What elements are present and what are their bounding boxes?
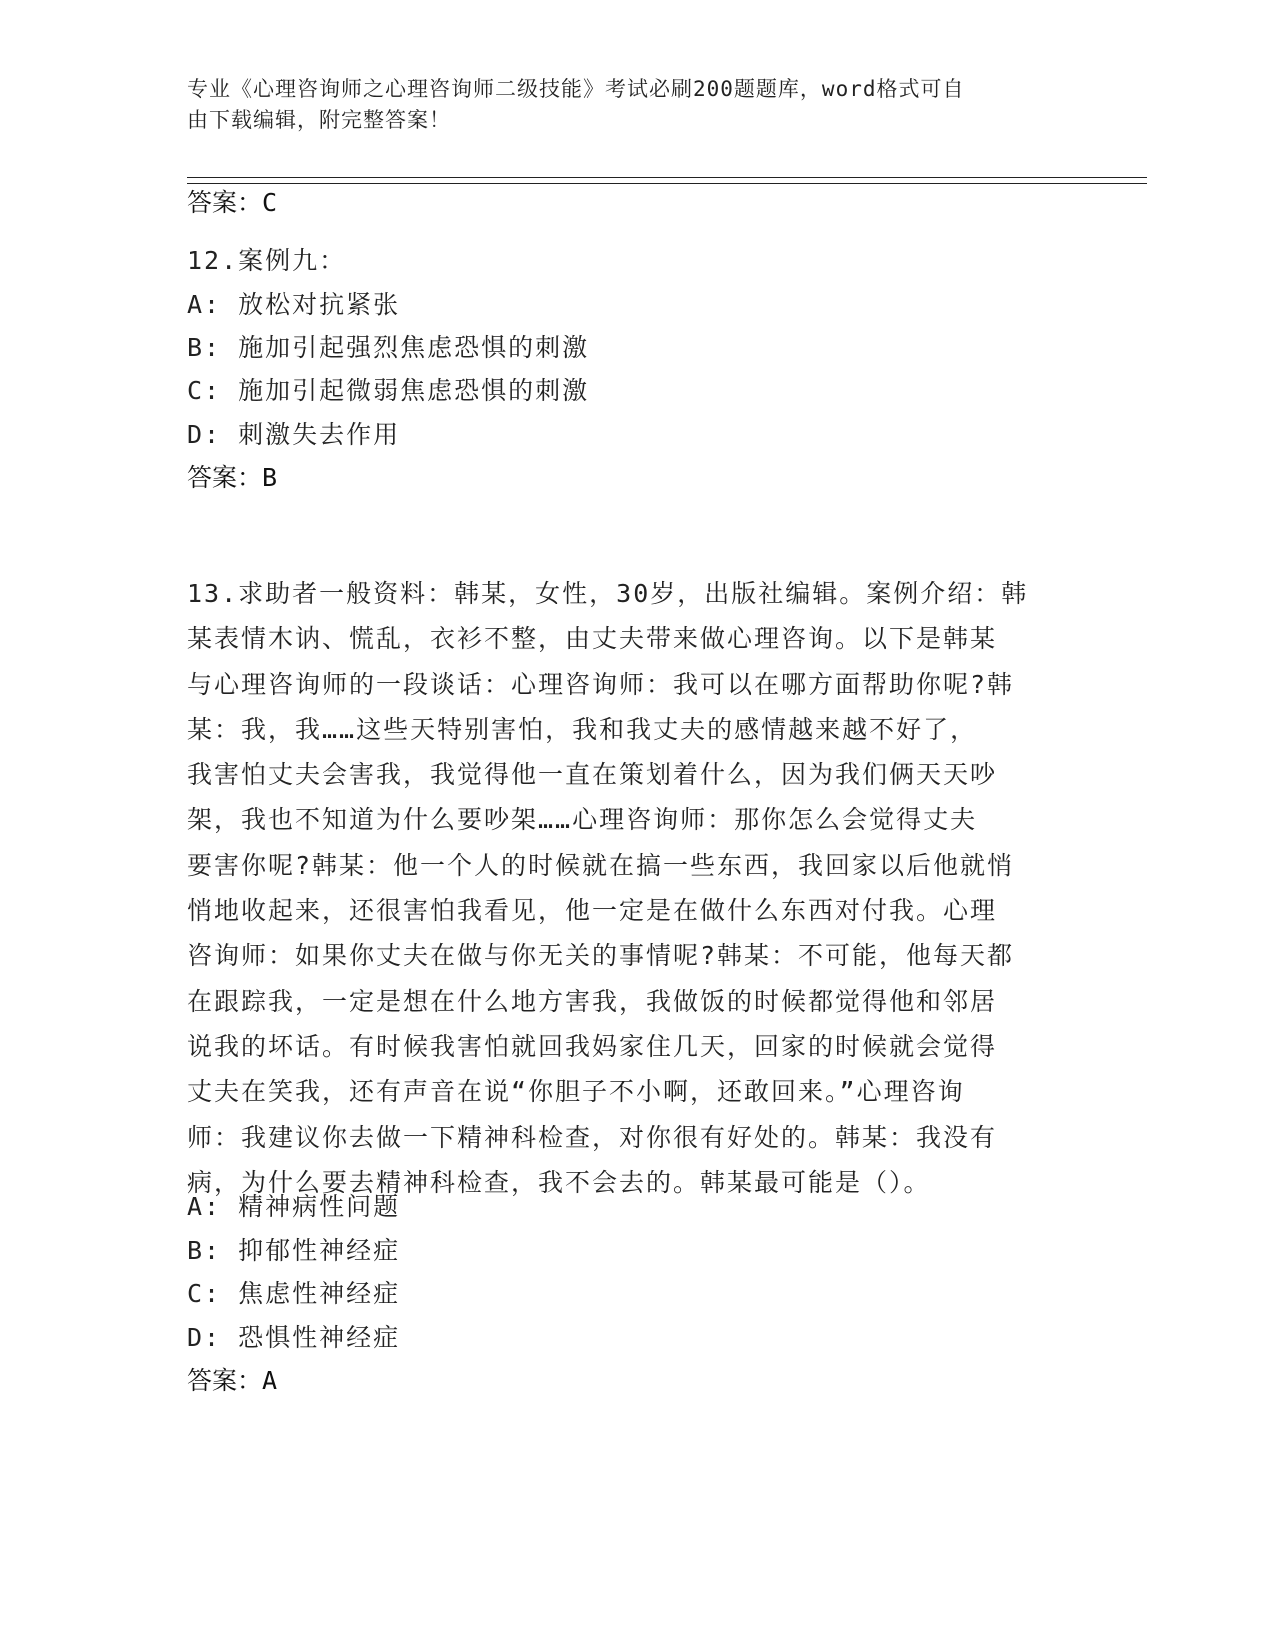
- question-13-line: 某表情木讷、慌乱，衣衫不整，由丈夫带来做心理咨询。以下是韩某: [187, 624, 998, 654]
- page-header: [187, 74, 1067, 136]
- header-line-2: 由下载编辑，附完整答案！: [187, 108, 451, 132]
- question-12-option-a: A: 放松对抗紧张: [187, 290, 401, 319]
- question-13-line: 架，我也不知道为什么要吵架……心理咨询师：那你怎么会觉得丈夫: [187, 805, 978, 835]
- question-13-text: [187, 571, 1077, 1205]
- answer-label: 答案：: [187, 1366, 263, 1395]
- answer-value: B: [262, 463, 278, 492]
- question-13-line: 与心理咨询师的一段谈话：心理咨询师：我可以在哪方面帮助你呢?韩: [187, 669, 1015, 699]
- question-13-line: 咨询师：如果你丈夫在做与你无关的事情呢?韩某：不可能，他每天都: [187, 941, 1015, 971]
- question-13-option-c: C: 焦虑性神经症: [187, 1279, 401, 1308]
- question-12-title: 12.案例九：: [187, 246, 347, 275]
- question-13-line: 悄地收起来，还很害怕我看见，他一定是在做什么东西对付我。心理: [187, 896, 998, 926]
- question-13-line: 某：我，我……这些天特别害怕，我和我丈夫的感情越来越不好了，: [187, 714, 978, 744]
- question-12-option-b: B: 施加引起强烈焦虑恐惧的刺激: [187, 333, 590, 362]
- header-divider-top: [187, 177, 1147, 178]
- question-13-option-d: D: 恐惧性神经症: [187, 1323, 401, 1352]
- question-13-option-b: B: 抑郁性神经症: [187, 1236, 401, 1265]
- question-13-line: 病，为什么要去精神科检查，我不会去的。韩某最可能是（）。: [187, 1167, 931, 1197]
- question-12-option-d: D: 刺激失去作用: [187, 420, 401, 449]
- question-13-line: 我害怕丈夫会害我，我觉得他一直在策划着什么，因为我们俩天天吵: [187, 760, 998, 790]
- question-13-line: 要害你呢?韩某：他一个人的时候就在搞一些东西，我回家以后他就悄: [187, 850, 1015, 880]
- question-12-answer: [187, 461, 277, 495]
- answer-value: A: [262, 1366, 278, 1395]
- answer-label: 答案：: [187, 188, 263, 217]
- header-line-1: 专业《心理咨询师之心理咨询师二级技能》考试必刷200题题库，word格式可自: [187, 77, 965, 101]
- question-13-line: 说我的坏话。有时候我害怕就回我妈家住几天，回家的时候就会觉得: [187, 1031, 998, 1061]
- answer-value: C: [262, 188, 278, 217]
- question-13-line: 13.求助者一般资料：韩某，女性，30岁，出版社编辑。案例介绍：韩: [187, 579, 1029, 608]
- answer-label: 答案：: [187, 463, 263, 492]
- question-13-line: 丈夫在笑我，还有声音在说“你胆子不小啊，还敢回来。”心理咨询: [187, 1077, 965, 1107]
- question-12-option-c: C: 施加引起微弱焦虑恐惧的刺激: [187, 376, 590, 405]
- answer-previous: [187, 186, 277, 220]
- question-13-line: 师：我建议你去做一下精神科检查，对你很有好处的。韩某：我没有: [187, 1122, 998, 1152]
- question-13-answer: [187, 1364, 277, 1398]
- question-13-line: 在跟踪我，一定是想在什么地方害我，我做饭的时候都觉得他和邻居: [187, 986, 998, 1016]
- header-divider-bottom: [187, 183, 1147, 184]
- question-13-option-a: A: 精神病性问题: [187, 1192, 401, 1221]
